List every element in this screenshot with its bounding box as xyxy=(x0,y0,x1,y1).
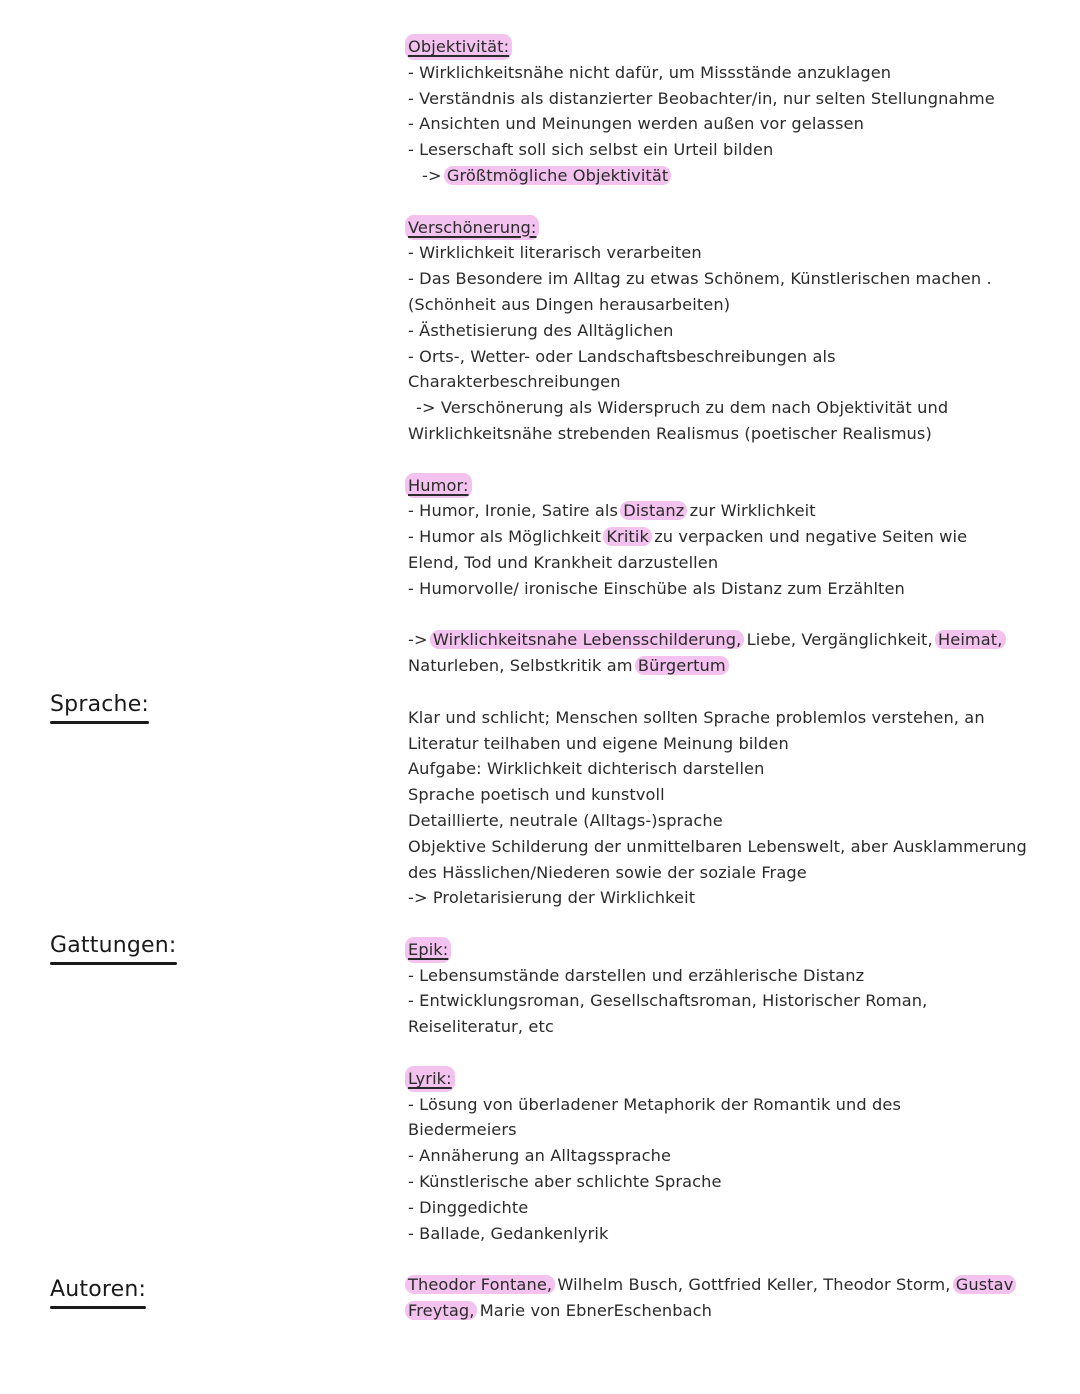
heading-humor: Humor: xyxy=(408,473,1048,499)
side-label-autoren: Autoren: xyxy=(50,1277,147,1302)
sprache-line: Detaillierte, neutrale (Alltags-)sprache xyxy=(408,810,723,830)
heading-verschoenerung: Verschönerung: xyxy=(408,215,1048,241)
autoren-line-1: Theodor Fontane, Wilhelm Busch, Gottfried Keller, Theodor Storm, Gustav xyxy=(408,1272,1048,1298)
sprache-line: Aufgabe: Wirklichkeit dichterisch darstellen xyxy=(408,759,765,779)
notes-content xyxy=(408,34,1048,1324)
list-item: - Ansichten und Meinungen werden außen vor gelassen xyxy=(408,114,864,134)
list-item: Wirklichkeitsnähe strebenden Realismus (poetischer Realismus) xyxy=(408,423,932,443)
list-item: Biedermeiers xyxy=(408,1120,517,1140)
list-item: - Dinggedichte xyxy=(408,1197,529,1217)
side-label-sprache: Sprache: xyxy=(50,692,150,717)
list-item: - Ballade, Gedankenlyrik xyxy=(408,1223,609,1243)
list-item: - Orts-, Wetter- oder Landschaftsbeschreibungen als xyxy=(408,346,836,366)
heading-objektivitaet: Objektivität: xyxy=(408,34,1048,60)
sprache-line: Literatur teilhaben und eigene Meinung bilden xyxy=(408,733,789,753)
list-item: - Wirklichkeitsnähe nicht dafür, um Missstände anzuklagen xyxy=(408,62,892,82)
list-item: - Lösung von überladener Metaphorik der Romantik und des xyxy=(408,1094,901,1114)
themen-line-2: Naturleben, Selbstkritik am Bürgertum xyxy=(408,653,1048,679)
side-label-gattungen: Gattungen: xyxy=(50,933,177,958)
list-item: - Humorvolle/ ironische Einschübe als Distanz zum Erzählten xyxy=(408,578,905,598)
list-item: - Humor, Ironie, Satire als Distanz zur Wirklichkeit xyxy=(408,501,816,521)
sprache-line: Klar und schlicht; Menschen sollten Sprache problemlos verstehen, an xyxy=(408,707,985,727)
sprache-line: -> Proletarisierung der Wirklichkeit xyxy=(408,888,696,908)
list-item: Charakterbeschreibungen xyxy=(408,372,621,392)
list-item: -> Verschönerung als Widerspruch zu dem nach Objektivität und xyxy=(416,398,949,418)
list-item: - Wirklichkeit literarisch verarbeiten xyxy=(408,243,702,263)
sprache-line: Objektive Schilderung der unmittelbaren Lebenswelt, aber Ausklammerung xyxy=(408,836,1027,856)
conclusion-objektivitaet: -> Größtmögliche Objektivität xyxy=(408,163,1048,189)
list-item: - Annäherung an Alltagssprache xyxy=(408,1146,672,1166)
list-item: - Verständnis als distanzierter Beobachter/in, nur selten Stellungnahme xyxy=(408,88,995,108)
list-item: - Humor als Möglichkeit Kritik zu verpacken und negative Seiten wie xyxy=(408,527,968,547)
list-item: Elend, Tod und Krankheit darzustellen xyxy=(408,552,719,572)
sprache-line: Sprache poetisch und kunstvoll xyxy=(408,785,665,805)
list-item: - Ästhetisierung des Alltäglichen xyxy=(408,320,674,340)
heading-lyrik: Lyrik: xyxy=(408,1066,1048,1092)
sprache-line: des Hässlichen/Niederen sowie der soziale Frage xyxy=(408,862,807,882)
heading-epik: Epik: xyxy=(408,937,1048,963)
themen-line-1: -> Wirklichkeitsnahe Lebensschilderung, Liebe, Vergänglichkeit, Heimat, xyxy=(408,627,1048,653)
list-item: Reiseliteratur, etc xyxy=(408,1017,554,1037)
list-item: - Künstlerische aber schlichte Sprache xyxy=(408,1172,722,1192)
list-item: - Leserschaft soll sich selbst ein Urteil bilden xyxy=(408,140,774,160)
list-item: (Schönheit aus Dingen herausarbeiten) xyxy=(408,294,731,314)
list-item: - Lebensumstände darstellen und erzählerische Distanz xyxy=(408,965,865,985)
autoren-line-2: Freytag, Marie von EbnerEschenbach xyxy=(408,1298,1048,1324)
list-item: - Entwicklungsroman, Gesellschaftsroman, Historischer Roman, xyxy=(408,991,928,1011)
list-item: - Das Besondere im Alltag zu etwas Schönem, Künstlerischen machen . xyxy=(408,269,992,289)
